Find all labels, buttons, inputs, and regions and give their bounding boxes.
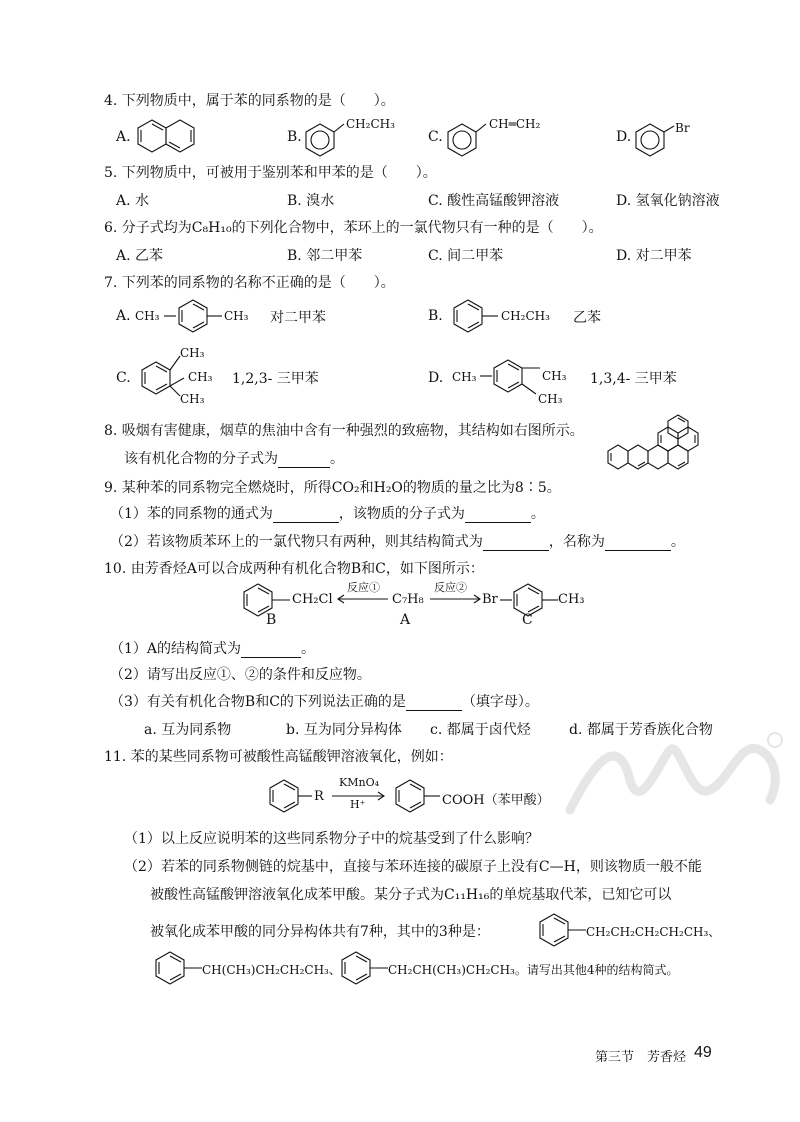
q4-opt-c-label: C. bbox=[428, 129, 443, 145]
p-xylene-structure bbox=[164, 296, 230, 336]
q10-b-substituent: CH₂Cl bbox=[292, 592, 333, 607]
q11-stem: 11. 苯的某些同系物可被酸性高锰酸钾溶液氧化，例如： bbox=[104, 749, 453, 765]
q10-c-left: Br bbox=[482, 592, 498, 607]
naphthalene-structure bbox=[138, 118, 198, 156]
styrene-structure bbox=[446, 116, 490, 158]
q9-stem: 9. 某种苯的同系物完全燃烧时，所得CO₂和H₂O的物质的量之比为8∶5。 bbox=[104, 480, 561, 496]
q10-part1: （1）A的结构简式为 。 bbox=[110, 641, 316, 657]
q6-opt-b: B. 邻二甲苯 bbox=[287, 248, 363, 264]
q9-part1: （1）苯的同系物的通式为 ，该物质的分子式为 。 bbox=[110, 506, 545, 522]
q10-arrow2-label: 反应② bbox=[434, 581, 467, 594]
q4-d-substituent: Br bbox=[675, 121, 690, 135]
q10-opt-d: d. 都属于芳香族化合物 bbox=[569, 722, 713, 738]
footer-section: 第三节 芳香烃 bbox=[595, 1050, 687, 1065]
q11-part2-line2: 被酸性高锰酸钾溶液氧化成苯甲酸。某分子式为C₁₁H₁₆的单烷基取代苯，已知它可以 bbox=[150, 887, 672, 903]
q7-b-name: 乙苯 bbox=[573, 310, 601, 326]
q9-part2: （2）若该物质苯环上的一氯代物只有两种，则其结构简式为 ，名称为 。 bbox=[110, 534, 685, 550]
q7-opt-c-label: C. bbox=[116, 370, 131, 386]
q6-opt-d: D. 对二甲苯 bbox=[616, 248, 692, 264]
q5-opt-a: A. 水 bbox=[116, 193, 150, 209]
q4-opt-d-label: D. bbox=[616, 129, 632, 145]
q5-opt-d: D. 氢氧化钠溶液 bbox=[616, 193, 720, 209]
pentylbenzene-structure bbox=[536, 912, 592, 950]
methylbutyl-benzene-structure-2 bbox=[338, 950, 394, 988]
q9-blank-1[interactable] bbox=[273, 508, 339, 523]
q10-part3: （3）有关有机化合物B和C的下列说法正确的是 （填字母）。 bbox=[110, 694, 539, 710]
q5-opt-c: C. 酸性高锰酸钾溶液 bbox=[428, 193, 560, 209]
q7-a-right: CH₃ bbox=[224, 309, 249, 323]
q5-stem: 5. 下列物质中，可被用于鉴别苯和甲苯的是（ ）。 bbox=[104, 165, 437, 181]
q7-opt-d-label: D. bbox=[428, 370, 444, 386]
q4-opt-a-label: A. bbox=[116, 129, 131, 145]
q10-part2: （2）请写出反应①、②的条件和反应物。 bbox=[110, 667, 371, 683]
q10-label-a: A bbox=[400, 612, 411, 628]
publisher-watermark bbox=[560, 720, 790, 830]
q10-arrow1-label: 反应① bbox=[347, 581, 380, 594]
q10-blank-1[interactable] bbox=[241, 643, 301, 658]
benzoic-acid-structure bbox=[392, 778, 448, 816]
q7-a-left: CH₃ bbox=[135, 309, 160, 323]
q9-blank-2[interactable] bbox=[465, 508, 531, 523]
q11-product: COOH（苯甲酸） bbox=[442, 793, 550, 808]
q7-c-sub3: CH₃ bbox=[180, 392, 205, 406]
benzopyrene-structure bbox=[604, 414, 714, 476]
q10-opt-a: a. 互为同系物 bbox=[144, 722, 232, 738]
q8-blank[interactable] bbox=[278, 453, 330, 468]
q11-reagent-bottom: H⁺ bbox=[350, 798, 366, 811]
q10-label-b: B bbox=[266, 612, 277, 628]
bromobenzene-structure bbox=[634, 116, 678, 158]
q11-structure-3: CH₂CH(CH₃)CH₂CH₃。请写出其他4种的结构简式。 bbox=[388, 963, 679, 977]
q4-stem: 4. 下列物质中，属于苯的同系物的是（ ）。 bbox=[104, 93, 395, 109]
q4-b-substituent: CH₂CH₃ bbox=[346, 117, 395, 131]
q10-center: C₇H₈ bbox=[392, 592, 424, 607]
q4-c-substituent: CH═CH₂ bbox=[489, 117, 541, 131]
q11-structure-2: CH(CH₃)CH₂CH₂CH₃、 bbox=[202, 963, 341, 977]
q6-opt-a: A. 乙苯 bbox=[116, 248, 164, 264]
ethylbenzene-structure-q7 bbox=[450, 296, 502, 336]
q6-opt-c: C. 间二甲苯 bbox=[428, 248, 504, 264]
q8-line1: 8. 吸烟有害健康，烟草的焦油中含有一种强烈的致癌物，其结构如右图所示。 bbox=[104, 423, 584, 439]
ethylbenzene-structure bbox=[304, 116, 348, 158]
q7-stem: 7. 下列苯的同系物的名称不正确的是（ ）。 bbox=[104, 275, 395, 291]
q7-d-name: 1,3,4- 三甲苯 bbox=[590, 371, 677, 387]
q11-part2-line1: （2）若苯的同系物侧链的烷基中，直接与苯环连接的碳原子上没有C—H，则该物质一般不能 bbox=[124, 859, 702, 875]
q10-c-right: CH₃ bbox=[558, 592, 585, 607]
q7-b-substituent: CH₂CH₃ bbox=[501, 309, 550, 323]
q10-opt-c: c. 都属于卤代烃 bbox=[430, 722, 531, 738]
methylbutyl-benzene-structure bbox=[152, 950, 208, 988]
q7-opt-a-label: A. bbox=[116, 308, 131, 324]
q5-opt-b: B. 溴水 bbox=[287, 193, 335, 209]
q7-d-sub1: CH₃ bbox=[542, 369, 567, 383]
q9-blank-4[interactable] bbox=[605, 536, 671, 551]
q7-d-left: CH₃ bbox=[452, 370, 477, 384]
q7-d-sub2: CH₃ bbox=[538, 392, 563, 406]
q4-opt-b-label: B. bbox=[287, 129, 302, 145]
q6-stem: 6. 分子式均为C₈H₁₀的下列化合物中，苯环上的一氯代物只有一种的是（ ）。 bbox=[104, 220, 603, 236]
q10-label-c: C bbox=[522, 612, 533, 628]
q7-c-sub2: CH₃ bbox=[188, 370, 213, 384]
q7-c-sub1: CH₃ bbox=[180, 346, 205, 360]
q10-opt-b: b. 互为同分异构体 bbox=[286, 722, 402, 738]
q11-part1: （1）以上反应说明苯的这些同系物分子中的烷基受到了什么影响？ bbox=[124, 831, 539, 847]
q11-part2-line3: 被氧化成苯甲酸的同分异构体共有7种，其中的3种是： bbox=[150, 924, 490, 940]
q8-line2: 该有机化合物的分子式为 。 bbox=[124, 451, 344, 467]
q11-reagent-top: KMnO₄ bbox=[339, 776, 379, 789]
q9-blank-3[interactable] bbox=[483, 536, 549, 551]
q7-a-name: 对二甲苯 bbox=[270, 310, 326, 326]
q10-blank-2[interactable] bbox=[406, 696, 462, 711]
p-bromotoluene-structure bbox=[500, 582, 566, 620]
q7-c-name: 1,2,3- 三甲苯 bbox=[232, 371, 319, 387]
q11-structure-1: CH₂CH₂CH₂CH₂CH₃、 bbox=[586, 925, 721, 939]
page-number: 49 bbox=[694, 1044, 712, 1061]
q7-opt-b-label: B. bbox=[428, 308, 443, 324]
q10-stem: 10. 由芳香烃A可以合成两种有机化合物B和C，如下图所示： bbox=[104, 561, 484, 577]
q11-r-group: R bbox=[314, 789, 324, 804]
